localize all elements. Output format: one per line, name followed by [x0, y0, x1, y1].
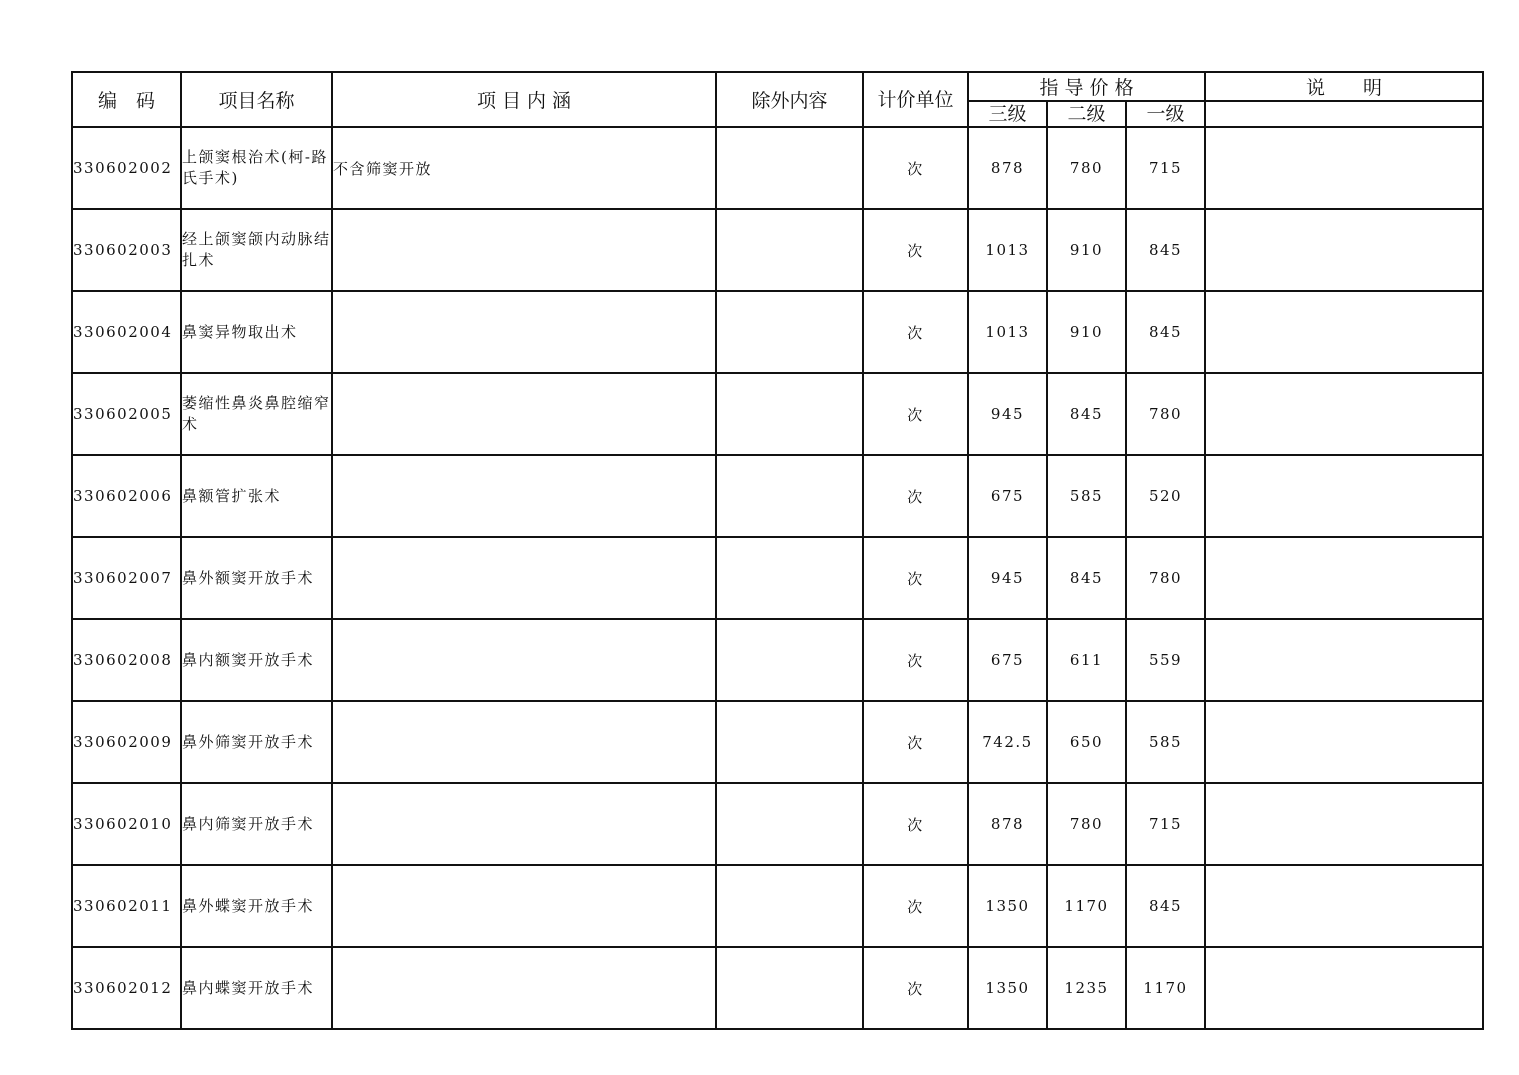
price-level2-cell: 780 [1047, 783, 1126, 865]
item-excluded-cell [716, 701, 863, 783]
item-unit-cell: 次 [863, 127, 968, 209]
header-level2: 二级 [1047, 101, 1126, 127]
item-note-cell [1205, 455, 1483, 537]
price-level2-cell: 845 [1047, 373, 1126, 455]
item-content-cell [332, 291, 716, 373]
item-code-cell: 330602007 [72, 537, 181, 619]
item-code-cell: 330602004 [72, 291, 181, 373]
price-level1-cell: 715 [1126, 127, 1205, 209]
price-level3-cell: 1350 [968, 947, 1047, 1029]
item-excluded-cell [716, 865, 863, 947]
item-content-cell [332, 865, 716, 947]
item-excluded-cell [716, 127, 863, 209]
price-level3-cell: 1350 [968, 865, 1047, 947]
item-content-cell [332, 619, 716, 701]
price-level2-cell: 650 [1047, 701, 1126, 783]
price-level2-cell: 845 [1047, 537, 1126, 619]
price-level2-cell: 1235 [1047, 947, 1126, 1029]
header-excluded: 除外内容 [716, 72, 863, 127]
price-level2-cell: 910 [1047, 209, 1126, 291]
item-note-cell [1205, 783, 1483, 865]
table-row [72, 373, 1483, 455]
header-content: 项 目 内 涵 [332, 72, 716, 127]
item-content-cell [332, 947, 716, 1029]
price-level1-cell: 585 [1126, 701, 1205, 783]
item-note-cell [1205, 537, 1483, 619]
table-body [72, 127, 1483, 1029]
table-row [72, 865, 1483, 947]
item-excluded-cell [716, 291, 863, 373]
item-note-cell [1205, 209, 1483, 291]
item-content-cell: 不含筛窦开放 [332, 127, 716, 209]
header-code: 编 码 [72, 72, 181, 127]
item-unit-cell: 次 [863, 373, 968, 455]
item-name-cell: 鼻外额窦开放手术 [181, 537, 332, 619]
price-level1-cell: 780 [1126, 373, 1205, 455]
item-note-cell [1205, 619, 1483, 701]
item-excluded-cell [716, 455, 863, 537]
item-note-cell [1205, 865, 1483, 947]
item-unit-cell: 次 [863, 619, 968, 701]
item-content-cell [332, 537, 716, 619]
price-level1-cell: 845 [1126, 291, 1205, 373]
price-table [71, 71, 1484, 1030]
price-level3-cell: 1013 [968, 209, 1047, 291]
item-unit-cell: 次 [863, 701, 968, 783]
item-unit-cell: 次 [863, 291, 968, 373]
table-row [72, 127, 1483, 209]
item-name-cell: 鼻额管扩张术 [181, 455, 332, 537]
item-unit-cell: 次 [863, 537, 968, 619]
price-level2-cell: 611 [1047, 619, 1126, 701]
item-content-cell [332, 783, 716, 865]
price-level3-cell: 878 [968, 127, 1047, 209]
price-level2-cell: 585 [1047, 455, 1126, 537]
item-name-cell: 经上颌窦颌内动脉结扎术 [181, 209, 332, 291]
item-name-cell: 鼻内蝶窦开放手术 [181, 947, 332, 1029]
table-row [72, 947, 1483, 1029]
item-name-cell: 鼻窦异物取出术 [181, 291, 332, 373]
table-row [72, 209, 1483, 291]
item-code-cell: 330602005 [72, 373, 181, 455]
price-level3-cell: 878 [968, 783, 1047, 865]
item-note-cell [1205, 127, 1483, 209]
item-excluded-cell [716, 373, 863, 455]
item-code-cell: 330602010 [72, 783, 181, 865]
price-level3-cell: 1013 [968, 291, 1047, 373]
item-name-cell: 鼻内额窦开放手术 [181, 619, 332, 701]
table-row [72, 783, 1483, 865]
price-level1-cell: 845 [1126, 209, 1205, 291]
price-level3-cell: 675 [968, 455, 1047, 537]
table-row [72, 701, 1483, 783]
header-level3: 三级 [968, 101, 1047, 127]
header-guide-price: 指 导 价 格 [968, 72, 1205, 101]
item-excluded-cell [716, 209, 863, 291]
table-row [72, 619, 1483, 701]
item-note-cell [1205, 947, 1483, 1029]
item-excluded-cell [716, 783, 863, 865]
item-name-cell: 鼻外筛窦开放手术 [181, 701, 332, 783]
header-row-top [72, 72, 1483, 101]
item-unit-cell: 次 [863, 947, 968, 1029]
header-unit: 计价单位 [863, 72, 968, 127]
header-level1: 一级 [1126, 101, 1205, 127]
price-level1-cell: 1170 [1126, 947, 1205, 1029]
item-code-cell: 330602006 [72, 455, 181, 537]
price-level3-cell: 742.5 [968, 701, 1047, 783]
price-level1-cell: 715 [1126, 783, 1205, 865]
item-name-cell: 上颌窦根治术(柯-路氏手术) [181, 127, 332, 209]
price-level1-cell: 780 [1126, 537, 1205, 619]
item-content-cell [332, 701, 716, 783]
item-content-cell [332, 373, 716, 455]
price-level1-cell: 559 [1126, 619, 1205, 701]
item-name-cell: 鼻内筛窦开放手术 [181, 783, 332, 865]
table-row [72, 537, 1483, 619]
item-name-cell: 萎缩性鼻炎鼻腔缩窄术 [181, 373, 332, 455]
item-note-cell [1205, 701, 1483, 783]
item-name-cell: 鼻外蝶窦开放手术 [181, 865, 332, 947]
item-unit-cell: 次 [863, 865, 968, 947]
item-code-cell: 330602009 [72, 701, 181, 783]
price-level1-cell: 520 [1126, 455, 1205, 537]
item-note-cell [1205, 291, 1483, 373]
item-unit-cell: 次 [863, 455, 968, 537]
item-excluded-cell [716, 537, 863, 619]
price-level2-cell: 910 [1047, 291, 1126, 373]
item-unit-cell: 次 [863, 783, 968, 865]
header-note-blank [1205, 101, 1483, 127]
price-level3-cell: 945 [968, 373, 1047, 455]
item-excluded-cell [716, 619, 863, 701]
table-row [72, 291, 1483, 373]
item-content-cell [332, 455, 716, 537]
header-note: 说 明 [1205, 72, 1483, 101]
price-level3-cell: 945 [968, 537, 1047, 619]
item-code-cell: 330602003 [72, 209, 181, 291]
price-level1-cell: 845 [1126, 865, 1205, 947]
price-level2-cell: 1170 [1047, 865, 1126, 947]
price-level3-cell: 675 [968, 619, 1047, 701]
item-content-cell [332, 209, 716, 291]
item-code-cell: 330602012 [72, 947, 181, 1029]
item-code-cell: 330602002 [72, 127, 181, 209]
price-level2-cell: 780 [1047, 127, 1126, 209]
item-note-cell [1205, 373, 1483, 455]
item-code-cell: 330602011 [72, 865, 181, 947]
table-row [72, 455, 1483, 537]
header-name: 项目名称 [181, 72, 332, 127]
item-code-cell: 330602008 [72, 619, 181, 701]
item-unit-cell: 次 [863, 209, 968, 291]
item-excluded-cell [716, 947, 863, 1029]
